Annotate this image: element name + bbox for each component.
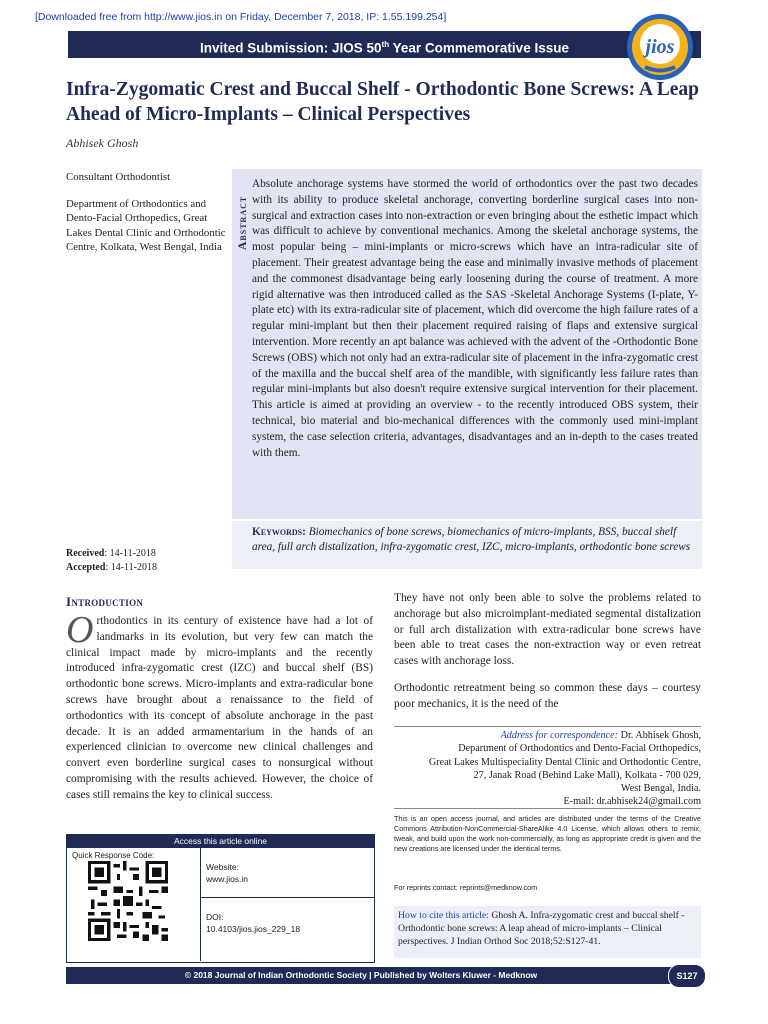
download-note: [Downloaded free from http://www.jios.in on Friday, December 7, 2018, IP: 1.55.199.254]	[35, 11, 447, 23]
article-title: Infra-Zygomatic Crest and Buccal Shelf - Orthodontic Bone Screws: A Leap Ahead of Micro-Implants – Clinical Perspectives	[66, 79, 700, 125]
introduction-heading: Introduction	[66, 594, 144, 609]
accepted-label: Accepted	[66, 561, 106, 573]
website-label: Website:	[206, 862, 239, 872]
affiliation	[66, 170, 231, 267]
access-divider-vertical	[200, 848, 201, 961]
article-dates	[66, 547, 157, 574]
drop-cap: O	[66, 609, 94, 651]
citation-label: How to cite this article:	[398, 910, 489, 921]
banner-prefix: Invited Submission: JIOS 50	[200, 40, 382, 56]
banner-sup: th	[381, 40, 390, 49]
svg-text:Abstract: Abstract	[235, 195, 249, 251]
footer-text: © 2018 Journal of Indian Orthodontic Society | Published by Wolters Kluwer - Medknow	[184, 970, 538, 980]
right-paragraph-2: Orthodontic retreatment being so common these days – courtesy poor mechanics, it is the need of the	[394, 682, 701, 710]
jios-logo	[625, 12, 695, 82]
doi-link[interactable]: 10.4103/jios.jios_229_18	[206, 924, 301, 934]
access-online-header: Access this article online	[66, 834, 375, 848]
banner-suffix: Year Commemorative Issue	[389, 40, 569, 56]
correspondence-label: Address for correspondence:	[500, 730, 619, 741]
keywords-text: Biomechanics of bone screws, biomechanics of micro-implants, BSS, buccal shelf area, full arch distalization, infra-zygomatic crest, IZC, micro-implants, orthodontic bone screws	[252, 526, 691, 553]
reprints-contact[interactable]: For reprints contact: reprints@medknow.com	[394, 883, 538, 892]
accepted-date: : 14-11-2018	[105, 561, 158, 573]
qr-code-icon[interactable]	[88, 861, 168, 941]
citation-text: Ghosh A. Infra-zygomatic crest and buccal shelf - Orthodontic bone screws: A leap ahead of micro-implants – Clinical perspectives. J Indian Orthod Soc 2018;52:S127-41.	[398, 910, 685, 947]
doi-label: DOI:	[206, 912, 224, 922]
keywords	[252, 525, 692, 554]
doi-block	[206, 911, 300, 935]
introduction-paragraph	[66, 609, 373, 804]
abstract-label	[233, 173, 251, 273]
access-divider-horizontal	[200, 897, 375, 898]
right-paragraph-1: They have not only been able to solve the problems related to anchorage but also microimplant-mediated segmental distalization or full arch distalization with extra-radicular bone screws have been able to treat cases the non-extraction way or even retreat cases with anchorage loss.	[394, 592, 701, 668]
received-label: Received	[66, 548, 105, 559]
open-access-license: This is an open access journal, and articles are distributed under the terms of the Creative Commons Attribution-NonCommercial-ShareAlike 4.0 License, which allows others to remix, tweak, and build upon the work non-commercially, as long as appropriate credit is given and the new creations are licensed under the identical terms.	[394, 814, 701, 853]
introduction-text: rthodontics in its century of existence have had a lot of landmarks in its evolution, but very few can match the clinical impact made by micro-implants and the recently introduced infra-zygomatic crest (IZC) and buccal shelf (BS) orthodontic bone screws. Micro-implants and extra-radicular bone screws have brought about a renaissance to the field of orthodontics with its concept of absolute anchorage in the past decade. It is an added armamentarium in the hands of an experienced clinician to overcome new clinical challenges and convert even borderline surgical cases to nonsurgical without compromising with the results achieved. However, the choice of cases still remains the key to clinical success.	[66, 615, 373, 801]
website-block	[206, 861, 248, 885]
license-divider	[394, 808, 701, 809]
correspondence-address: Address for correspondence: Dr. Abhisek Ghosh, Department of Orthodontics and Dento-Facial Orthopedics, Great Lakes Multispeciality Dental Clinic and Orthodontic Centre, 27, Janak Road (Behind Lake Mall), Kolkata - 700 029, West Bengal, India. E-mail: dr.abhisek24@gmail.com	[394, 729, 701, 809]
correspondence-email[interactable]: E-mail: dr.abhisek24@gmail.com	[563, 796, 701, 808]
keywords-label: Keywords:	[252, 526, 306, 538]
issue-banner	[68, 31, 701, 58]
affiliation-department: Department of Orthodontics and Dento-Facial Orthopedics, Great Lakes Dental Clinic and Orthodontic Centre, Kolkata, West Bengal, India	[66, 198, 226, 253]
affiliation-role: Consultant Orthodontist	[66, 171, 171, 183]
logo-text: jios	[645, 36, 675, 58]
citation	[398, 909, 698, 948]
author-name: Abhisek Ghosh	[66, 136, 139, 150]
received-date: : 14-11-2018	[104, 548, 156, 559]
page-number: S127	[668, 964, 706, 988]
qr-label: Quick Response Code:	[72, 851, 155, 860]
correspondence-divider	[394, 726, 701, 727]
abstract-text: Absolute anchorage systems have stormed the world of orthodontics over the past two decades with its ability to produce skeletal anchorage, converting borderline surgical cases into non-surgical and extraction cases into non-extraction or even bringing about the esthetic impact which was difficult to achieve by conventional mechanics. Among the skeletal anchorage systems, the most popular being – mini-implants or micro-screws which have an intra-radicular site of placement. Their greatest advantage being the ease and minimally invasive methods of placement and the commonest disadvantage being early loosening during the course of treatment. A more rigid alternative was then introduced called as the SAS -Skeletal Anchorage Systems (I-plate, Y-plate etc) with its extra-radicular site of placement, which did overcome the high failure rates of a regular mini-implant but then their placement required raising of flaps and extensive surgical intervention. More recently an apt balance was achieved with the advent of the -Orthodontic Bone Screws (OBS) which not only had an extra-radicular site of placement in the infra-zygomatic crest of the maxilla and the buccal shelf area of the mandible, with significantly less failure rates than regular mini-implants but also doesn't require extensive surgical intervention for their placement. This article is aimed at providing an overview - to the recently introduced OBS system, their technical, bio material and bio-mechanical differences with the commonly used mini-implant system, the case selection criteria, advantages, disadvantages and an in-depth to the cases treated with them.	[252, 178, 698, 459]
website-link[interactable]: www.jios.in	[206, 874, 249, 884]
footer-bar	[66, 967, 702, 984]
